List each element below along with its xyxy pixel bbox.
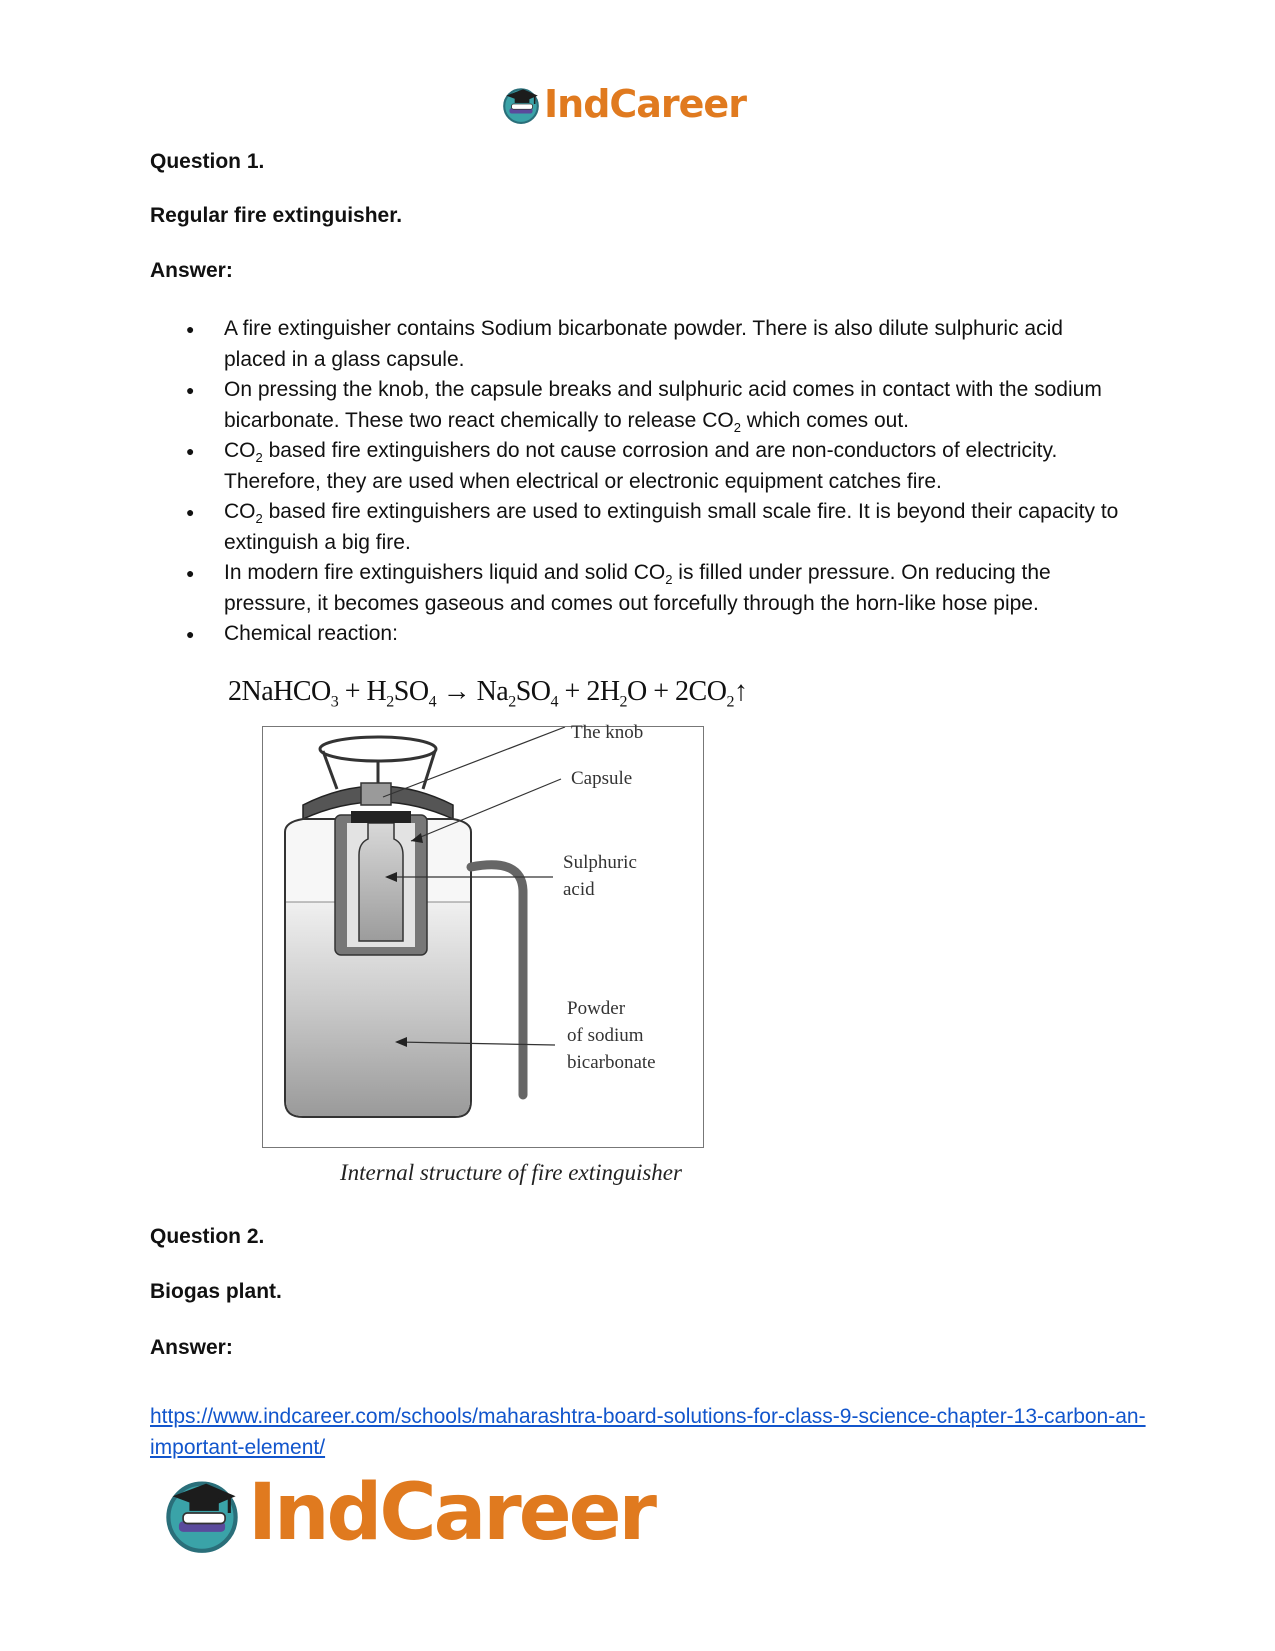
list-item: ● Chemical reaction: [150, 619, 1120, 650]
answer-bullet-list [150, 314, 1120, 650]
fire-extinguisher-illustration [263, 727, 703, 1147]
figure-caption: Internal structure of fire extinguisher [340, 1160, 682, 1185]
graduation-cap-globe-icon [160, 1471, 244, 1555]
footer-logo[interactable] [160, 1468, 654, 1558]
label-powder: Powder [567, 998, 626, 1019]
question-2-heading: Question 2. [150, 1225, 265, 1248]
list-item: ● In modern fire extinguishers liquid and solid $CO_2$ is filled under pressure. On reducing the pressure, it becomes gaseous and comes out forcefully through the horn-like hose pipe. [150, 558, 1120, 619]
question-1-title: Regular fire extinguisher. [150, 204, 403, 227]
chemical-equation: 2NaHCO$_3$ + $H_2SO_4 \to Na_2SO_4 + 2H_2O$ + $2CO_2↑$ [228, 676, 748, 711]
label-sulphuric: Sulphuric [563, 852, 637, 873]
header-logo-text: IndCareer [544, 82, 746, 126]
source-link[interactable]: https://www.indcareer.com/schools/maharashtra-board-solutions-for-class-9-science-chapter-13-carbon-an-important-element/ [150, 1405, 1146, 1459]
list-item: ● $CO_2$ based fire extinguishers are used to extinguish small scale fire. It is beyond their capacity to extinguish a big fire. [150, 497, 1120, 558]
label-the-knob: The knob [571, 722, 644, 743]
label-of-sodium: of sodium [567, 1025, 644, 1046]
question-1-answer-label: Answer: [150, 259, 233, 282]
graduation-cap-globe-icon [500, 83, 542, 125]
label-capsule: Capsule [571, 768, 633, 789]
label-acid: acid [563, 879, 595, 900]
header-logo[interactable] [500, 82, 746, 126]
footer-logo-text: IndCareer [248, 1468, 654, 1558]
fire-extinguisher-diagram [262, 722, 704, 1148]
list-item: ● On pressing the knob, the capsule breaks and sulphuric acid comes in contact with the sodium bicarbonate. These two react chemically to release $CO_2$ which comes out. [150, 375, 1120, 436]
question-1-heading: Question 1. [150, 150, 265, 173]
question-2-answer-label: Answer: [150, 1336, 233, 1359]
list-item: ● $CO_2$ based fire extinguishers do not cause corrosion and are non-conductors of electricity. Therefore, they are used when electrical or electronic equipment catches fire. [150, 436, 1120, 497]
list-item: ● A fire extinguisher contains Sodium bicarbonate powder. There is also dilute sulphuric acid placed in a glass capsule. [150, 314, 1120, 375]
question-2-title: Biogas plant. [150, 1280, 282, 1303]
label-bicarbonate: bicarbonate [567, 1052, 656, 1073]
